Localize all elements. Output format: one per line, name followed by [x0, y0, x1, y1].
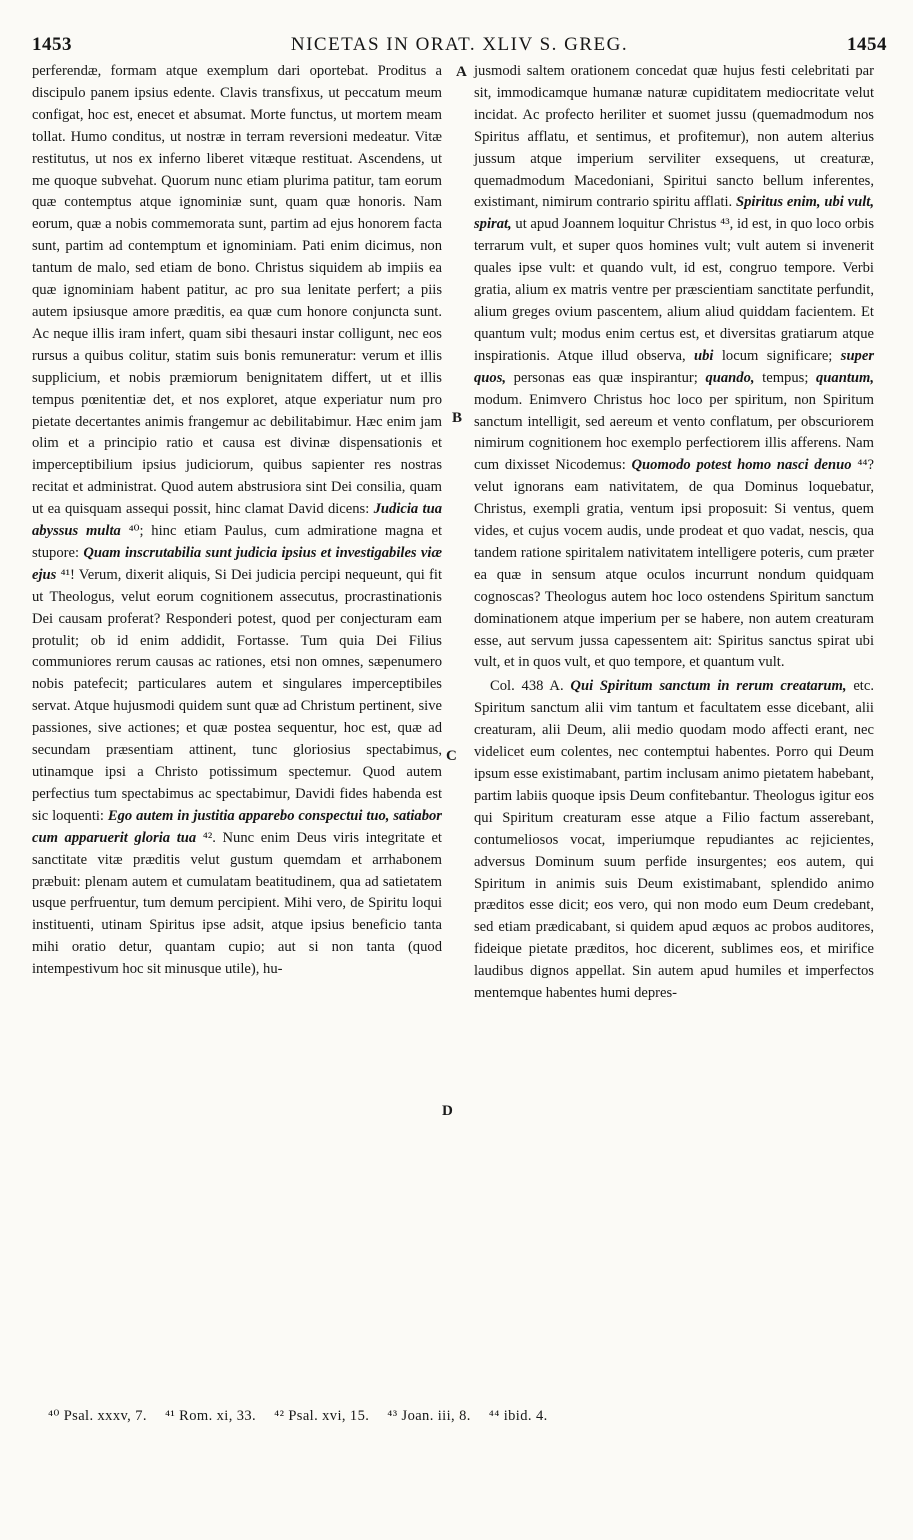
footnote-44: ⁴⁴ ibid. 4.: [488, 1408, 548, 1424]
right-quote-2: Quomodo potest homo nasci denuo: [631, 457, 852, 474]
footnote-43: ⁴³ Joan. iii, 8.: [387, 1408, 471, 1424]
right-column-paragraph-1: [474, 61, 874, 674]
left-text-1: perferendæ, formam atque exemplum dari oportebat. Proditus a discipulo panem ipsius edente. Clavis transfixus, ut peccatum meum configat, hoc est, enecet et absumat. Morte functus, ut mortem meam tollat. Humo conditus, ut nostræ in terram reversioni medeatur. Vitæ restitutus, ut nos ex inferno liberet vitæque restituat. Ascendens, ut me quoque subvehat. Quorum nunc etiam plurima patitur, tam eorum quæ contemptus atque ignominiæ sunt, quam quæ honoris. Nam eorum, quæ a nobis commemorata sunt, partim ad ejus honorem facta sunt, partim ad contemptum et ignominiam. Pati enim dicimus, non tantum de malo, sed etiam de bono. Christus siquidem ab impiis ea quæ ignominiam habent patitur, ac pro sua lenitate perfert; a piis autem ipsiusque amore præditis, ea quæ cum honore conjuncta sunt. Ac neque illis iram infert, quam sibi thesauri instar colligunt, nec eos rursus a quibus colitur, statim suis bonis remuneratur: verum et illis supplicium, et nobis præmiorum benignitatem differt, ut et illis tempus pœnitentiæ det, et nos exploret, atque experiatur num pro pietate decertantes animis frangemur ac debilitabimur. Hæc enim jam olim et a principio ratio et causa est divinæ dispensationis et imperceptibilium ipsius judiciorum, quibus sapienter res nostras recitat et administrat. Quod autem abstrusiora sint Dei consilia, quam ut ea quisquam assequi possit, hinc clamat David dicens:: [32, 63, 442, 518]
right-text-2: , id est, in quo loco orbis terrarum vult, et super quos homines vult; vult autem si invenerit quales ipse vult: et quando vult, id est, congruo tempore. Verbi gratia, alium ex matris ventre per præscientiam sanctitate perfundit, alium greges ovium pascentem, alium aliud quiddam facientem. Et quantum vult; modus enim certus est, et diversitas gratiarum atque inspirationis. Atque illud observa,: [474, 216, 875, 364]
column-reference: Col. 438 A.: [490, 678, 564, 695]
right-gloss-2: personas eas quæ inspirantur;: [513, 369, 698, 386]
left-text-4: . Nunc enim Deus viris integritate et sanctitate vitæ præditis velut gustum quemdam et arrhabonem præbuit: plenam autem et cumulatam beatitudinem, qua ad satietatem usque perfruentur, tum demum percipient. Mihi vero, de Spiritu loqui instituenti, utinam Spiritus ipse adsit, atque ipsius beneficio tanta mihi oratio detur, quantam cupio; aut si non tanta (quod intempestivum hoc sit minusque utile), hu-: [32, 829, 442, 978]
right-text-3: modum. Enimvero Christus hoc loco per spiritum, non Spiritum sanctum intelligit, sed aereum et vento conflatum, per obscuriorem nimirum cognitionem hoc exemplo perfectiorem illis afferens. Nam cum dixisset Nicodemus:: [474, 391, 874, 474]
left-column-paragraph: [32, 61, 442, 981]
section-marker-b: B: [452, 410, 463, 426]
right-quote-1: Spiritus enim, ubi vult, spirat,: [474, 194, 874, 233]
left-quote-1: Judicia tua abyssus multa: [32, 501, 443, 540]
footnote-ref-42: ⁴²: [202, 829, 213, 846]
footnote-41: ⁴¹ Rom. xi, 33.: [164, 1408, 257, 1424]
left-text-2: ; hinc etiam Paulus, cum admiratione magna et stupore:: [32, 523, 442, 561]
section-marker-a: A: [456, 64, 467, 80]
term-quantum: quantum,: [816, 369, 874, 386]
footnote-ref-43: ⁴³: [720, 216, 730, 233]
footnote-40: ⁴⁰ Psal. xxxv, 7.: [48, 1408, 147, 1424]
page-header: [32, 34, 887, 58]
page-number-left: 1453: [32, 34, 72, 55]
section-marker-d: D: [442, 1103, 453, 1119]
right-text-5: etc. Spiritum sanctum alii vim tantum et facultatem esse dicebant, alii creaturam, alii Deum, alii medio quodam modo affecti erant, nec videlicet eum colentes, nec contemptui habentes. Porro qui Deum ipsum esse existimabant, partim inclusam animo pietatem habebant, partim labiis quoque ipsis Deum confitebantur. Theologus igitur eos qui Spiritum creaturam esse atque a Filio factum asserebant, contumeliosos vocat, imperiumque repudiantes ac rejicientes, adversus Dominum suum perfide insurgentes; eos autem, qui Spiritum in animis suis Deum existimabant, splendido animo præditos esse dicit; eos vero, qui non modo eum Deum credebant, sed etiam prædicabant, si quidem apud æquos ac probos auditores, fideique pietate præditos, hoc dicerent, sublimes eos, et mirifice laudibus dignos appellat. Sin autem apud humiles et imperfectos mentemque habentes humi depres-: [474, 678, 874, 1002]
term-quando: quando,: [705, 369, 755, 386]
left-quote-3: Ego autem in justitia apparebo conspectui tuo, satiabor cum apparuerit gloria tua: [32, 807, 442, 846]
left-text-3: ! Verum, dixerit aliquis, Si Dei judicia percipi nequeunt, qui fit ut Theologus, velut eorum cognitionem assecutus, procrastinationis Dei causam proferat? Responderi potest, quod per conjecturam eam protulit; ob id enim addidit, Fortasse. Tum quia Dei Filius communiores rerum causas ac rationes, etsi non omnes, sæpenumero nobis patefecit; particulares autem et singulares imperceptibiles servat. Atque hujusmodi quidem sunt quæ ad Christum pertinent, sive passiones, sive actiones; et quæ postea sequentur, hoc est, quæ ad secundam præsentiam attinent, tunc gloriosius spectabimus, utinamque ipsi a Christo potissimum spectemur. Quod autem perfectius tum spectabimus ac spectabimur, Davidi fides habenda est sic loquenti:: [32, 566, 442, 824]
term-ubi: ubi: [694, 347, 714, 364]
running-title: NICETAS IN ORAT. XLIV S. GREG.: [290, 34, 629, 55]
left-quote-2: Quam inscrutabilia sunt judicia ipsius et investigabiles viæ ejus: [32, 544, 442, 583]
footnotes: [48, 1408, 873, 1425]
right-text-1: jusmodi saltem orationem concedat quæ hujus festi celebritati par sit, immodicamque humanæ naturæ cupiditatem mediocritate velut incidat. Ac profecto heriliter et suomet jussu (quemadmodum nos Spiritus afflatu, et sentimus, et profitemur), non autem alterius jussum atque imperium serviliter exsequens, ut creaturæ, quemadmodum Macedoniani, Spiritui sancto bellum inferentes, existimant, nimirum contrario spiritu afflati.: [474, 63, 874, 211]
term-super-quos: super quos,: [474, 347, 875, 386]
footnote-ref-44: ⁴⁴: [857, 457, 868, 474]
lemma-quote: Qui Spiritum sanctum in rerum creatarum,: [570, 678, 847, 695]
right-gloss-1: locum significare;: [721, 347, 833, 364]
right-text-4: ? velut ignorans eam nativitatem, de qua Dominus loquebatur, Christus, exempli gratia, ventum ipsi proposuit: Si ventus, quem vides, et cujus vocem audis, unde prodeat et quo vadat, nescis, qua tandem ratione spiritalem nativitatem intelligere poteris, cum præter ea quæ in sensum atque oculos incurrunt nondum quidquam cognoscas? Theologus autem hoc loco ostendens Spiritum sanctum dominationem atque imperium per se habere, non autem creaturam esse, aut servum jussa capessentem ait: Spiritus sanctus spirat ubi vult, et in quos vult, et quo tempore, et quantum vult.: [474, 457, 875, 671]
right-gloss-3: tempus;: [762, 369, 809, 386]
footnote-42: ⁴² Psal. xvi, 15.: [274, 1408, 370, 1424]
section-marker-c: C: [446, 748, 457, 764]
footnote-ref-41: ⁴¹: [60, 566, 70, 583]
page-number-right: 1454: [847, 34, 887, 55]
footnote-ref-40: ⁴⁰: [128, 523, 140, 540]
right-column: [474, 61, 874, 1005]
right-column-paragraph-2: [474, 676, 874, 1005]
left-column: [32, 61, 442, 981]
right-text-1b: ut apud Joannem loquitur Christus: [515, 216, 717, 233]
